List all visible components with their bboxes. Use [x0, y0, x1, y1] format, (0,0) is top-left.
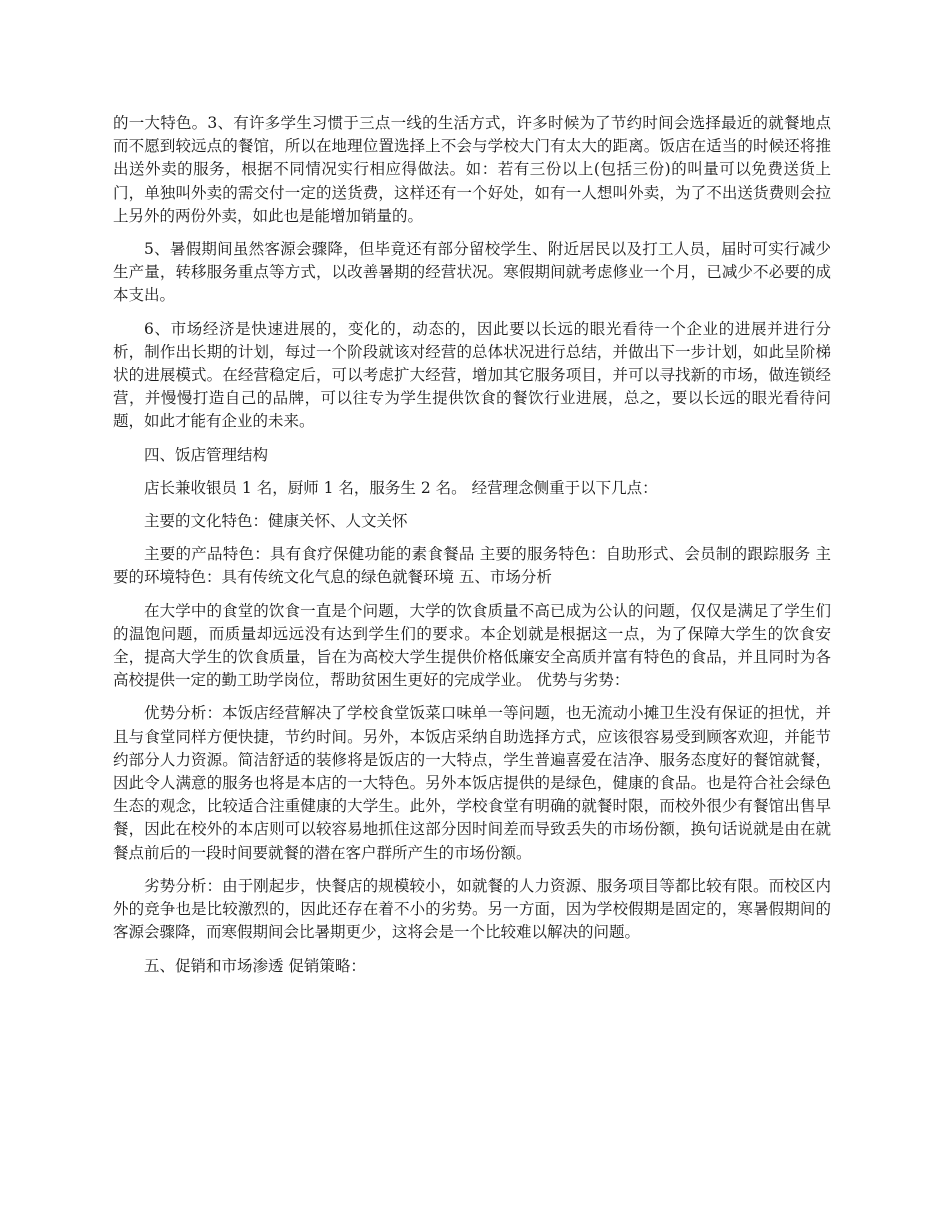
- paragraph-market: 在大学中的食堂的饮食一直是个问题，大学的饮食质量不高已成为公认的问题，仅仅是满足了学生们的温饱问题，而质量却远远没有达到学生们的要求。本企划就是根据这一点，为了保障大学生的饮食安全，提高大学生的饮食质量，旨在为高校大学生提供价格低廉安全高质并富有特色的食品，并且同时为各高校提供一定的勤工助学岗位，帮助贫困生更好的完成学业。 优势与劣势：: [113, 601, 831, 690]
- paragraph-2: 5、暑假期间虽然客源会骤降，但毕竟还有部分留校学生、附近居民以及打工人员，届时可实行减少生产量，转移服务重点等方式，以改善暑期的经营状况。寒假期间就考虑修业一个月，已减少不必要的成本支出。: [113, 240, 831, 305]
- paragraph-1: 的一大特色。3、有许多学生习惯于三点一线的生活方式，许多时候为了节约时间会选择最近的就餐地点而不愿到较远点的餐馆，所以在地理位置选择上不会与学校大门有太大的距离。饭店在适当的时候还将推出送外卖的服务，根据不同情况实行相应得做法。如：若有三份以上(包括三份)的叫量可以免费送货上门，单独叫外卖的需交付一定的送货费，这样还有一个好处，如有一人想叫外卖，为了不出送货费则会拉上另外的两份外卖，如此也是能增加销量的。: [113, 114, 831, 225]
- section-heading-management: 四、饭店管理结构: [144, 445, 269, 464]
- document-body: [113, 112, 831, 988]
- paragraph-strengths: 优势分析：本饭店经营解决了学校食堂饭菜口味单一等问题，也无流动小摊卫生没有保证的担忧，并且与食堂同样方便快捷，节约时间。另外，本饭店采纳自助选择方式，应该很容易受到顾客欢迎，并能节约部分人力资源。简洁舒适的装修将是饭店的一大特点，学生普遍喜爱在洁净、服务态度好的餐馆就餐，因此令人满意的服务也将是本店的一大特色。另外本饭店提供的是绿色，健康的食品。也是符合社会绿色生态的观念，比较适合注重健康的大学生。此外，学校食堂有明确的就餐时限，而校外很少有餐馆出售早餐，因此在校外的本店则可以较容易地抓住这部分因时间差而导致丢失的市场份额，换句话说就是由在就餐点前后的一段时间要就餐的潜在客户群所产生的市场份额。: [113, 704, 831, 862]
- paragraph-features: 主要的产品特色：具有食疗保健功能的素食餐品 主要的服务特色：自助形式、会员制的跟踪服务 主要的环境特色：具有传统文化气息的绿色就餐环境 五、市场分析: [113, 545, 831, 587]
- section-heading-promotion: 五、促销和市场渗透 促销策略：: [144, 956, 366, 975]
- paragraph-weaknesses: 劣势分析：由于刚起步，快餐店的规模较小，如就餐的人力资源、服务项目等都比较有限。而校区内外的竞争也是比较激烈的，因此还存在着不小的劣势。另一方面，因为学校假期是固定的，寒暑假期间的客源会骤降，而寒假期间会比暑期更少，这将会是一个比较难以解决的问题。: [113, 876, 831, 942]
- paragraph-staffing: 店长兼收银员 1 名，厨师 1 名，服务生 2 名。 经营理念侧重于以下几点：: [144, 478, 658, 497]
- paragraph-3: 6、市场经济是快速进展的，变化的，动态的，因此要以长远的眼光看待一个企业的进展并进行分析，制作出长期的计划，每过一个阶段就该对经营的总体状况进行总结，并做出下一步计划，如此呈阶梯状的进展模式。在经营稳定后，可以考虑扩大经营，增加其它服务项目，并可以寻找新的市场，做连锁经营，并慢慢打造自己的品牌，可以往专为学生提供饮食的餐饮行业进展，总之，要以长远的眼光看待问题，如此才能有企业的未来。: [113, 319, 831, 431]
- paragraph-culture: 主要的文化特色：健康关怀、人文关怀: [144, 512, 408, 531]
